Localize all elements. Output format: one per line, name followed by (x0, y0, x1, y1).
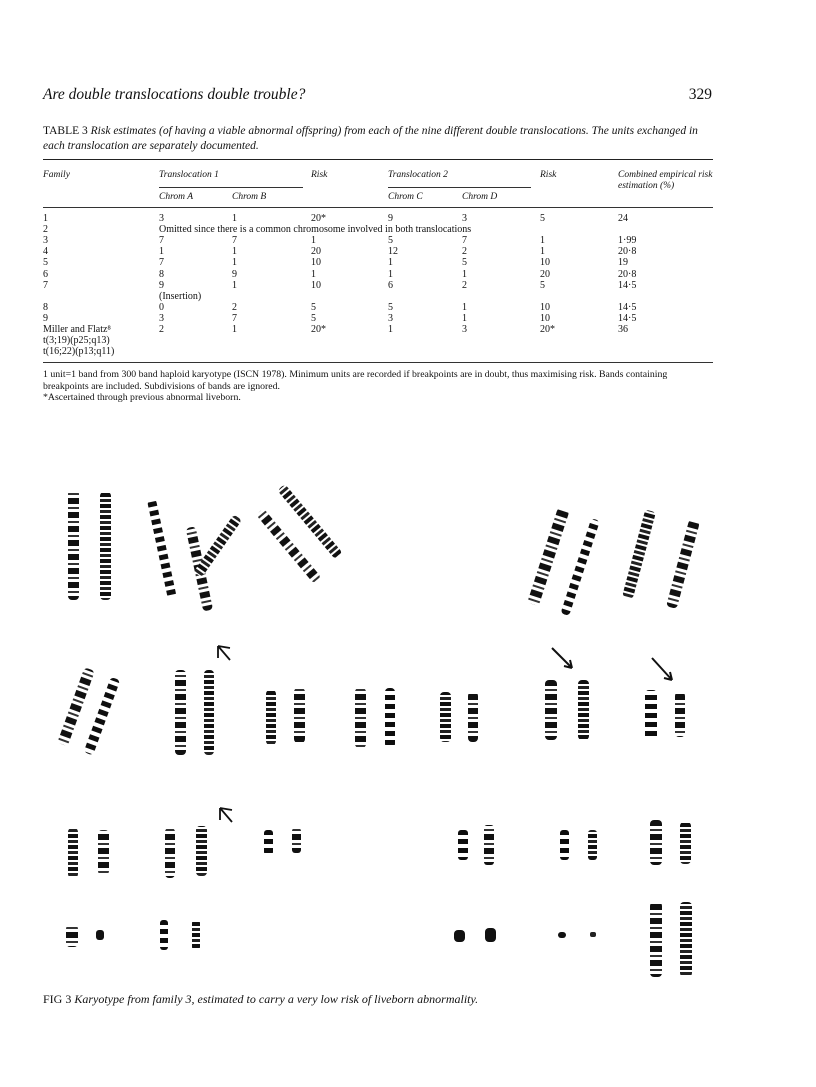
table-cell-a: 1 (159, 246, 164, 258)
table-row (43, 302, 713, 313)
table-cell-a: 9 (159, 279, 164, 291)
karyotype-image (40, 470, 720, 990)
table-cell-c: 3 (388, 312, 393, 324)
table-cell-r1: 20* (311, 213, 326, 224)
table-cell-comb: 14·5 (618, 312, 637, 324)
table-cell-r1: 10 (311, 257, 321, 269)
table-cell-c: 12 (388, 246, 398, 258)
table-row (43, 235, 713, 246)
chromosome-pair (440, 692, 478, 742)
table-cell-r2: 20* (540, 324, 555, 335)
chromosome-pair (160, 920, 200, 950)
table-cell-comb: 20·8 (618, 268, 637, 280)
table-cell-d: 3 (462, 324, 467, 335)
table-cell-b: 1 (232, 324, 237, 335)
table-cell-d: 2 (462, 279, 467, 291)
table-cell-r1: 20 (311, 246, 321, 258)
table-cell-family: 1 (43, 213, 48, 224)
table-cell-family: t(3;19)(p25;q13) (43, 335, 110, 347)
table-cell-comb: 14·5 (618, 279, 637, 291)
table-cell-b: 7 (232, 235, 237, 247)
header-chrom-b: Chrom B (232, 192, 267, 202)
open-arrow-icon (218, 646, 230, 660)
table-cell-r1: 10 (311, 279, 321, 291)
figure-caption-text: Karyotype from family 3, estimated to carry a very low risk of liveborn abnormality. (74, 992, 479, 1006)
table-label: TABLE 3 (43, 125, 88, 137)
table-cell-family: 8 (43, 301, 48, 313)
chromosome-pair (253, 484, 346, 584)
chromosome-pair (650, 902, 692, 977)
arrow-icon (552, 648, 572, 668)
table-cell-note: Omitted since there is a common chromosome involved in both translocations (159, 224, 472, 236)
table-cell-c: 9 (388, 213, 393, 224)
table-cell-family: 5 (43, 257, 48, 269)
table-cell-c: 1 (388, 324, 393, 335)
table-cell-a: 8 (159, 268, 164, 280)
header-translocation2: Translocation 2 (388, 170, 448, 180)
header-risk1: Risk (311, 170, 328, 180)
table-cell-r2: 1 (540, 235, 545, 247)
table-row (43, 257, 713, 268)
karyotype-figure (40, 470, 720, 990)
table-cell-d: 5 (462, 257, 467, 269)
table-cell-a: 0 (159, 301, 164, 313)
table-cell-family: 3 (43, 235, 48, 247)
chromosome-pair (560, 830, 597, 860)
chromosome-pair (57, 667, 120, 755)
arrow-icon (652, 658, 672, 680)
table-cell-b: 1 (232, 246, 237, 258)
table-cell-family: 9 (43, 312, 48, 324)
chromosome-pair (527, 507, 600, 616)
chromosome-pair (545, 680, 589, 740)
table-row (43, 269, 713, 280)
footnote: *Ascertained through previous abnormal liveborn. (43, 392, 241, 403)
header-chrom-a: Chrom A (159, 192, 194, 202)
table-cell-r2: 1 (540, 246, 545, 258)
table-top-rule (43, 159, 713, 160)
header-chrom-c: Chrom C (388, 192, 423, 202)
chromosome-pair (622, 507, 700, 610)
translocation1-rule (159, 187, 303, 188)
table-cell-r1: 1 (311, 268, 316, 280)
figure-caption (43, 992, 478, 1007)
header-family: Family (43, 170, 70, 180)
table-cell-d: 3 (462, 213, 467, 224)
table-cell-r1: 5 (311, 301, 316, 313)
table-row (43, 224, 713, 235)
table-cell-r2: 10 (540, 257, 550, 269)
table-cell-b: 7 (232, 312, 237, 324)
table-cell-d: 1 (462, 301, 467, 313)
table-cell-d: 1 (462, 268, 467, 280)
table-cell-b: 9 (232, 268, 237, 280)
table-cell-comb: 24 (618, 213, 628, 224)
chromosome-pair (194, 514, 242, 577)
chromosome-pair (66, 925, 104, 947)
table-cell-c: 5 (388, 301, 393, 313)
header-translocation1: Translocation 1 (159, 170, 219, 180)
table-row (43, 324, 713, 335)
table-cell-r2: 5 (540, 213, 545, 224)
table-bottom-rule (43, 362, 713, 363)
chromosome-pair (645, 690, 685, 740)
table-cell-c: 5 (388, 235, 393, 247)
table-cell-c: 6 (388, 279, 393, 291)
open-arrow-icon (220, 808, 232, 822)
translocation2-rule (388, 187, 531, 188)
table-row (43, 280, 713, 291)
table-cell-comb: 14·5 (618, 301, 637, 313)
table-cell-r2: 10 (540, 301, 550, 313)
table-cell-b: 2 (232, 301, 237, 313)
table-cell-b: 1 (232, 257, 237, 269)
chromosome-pair (264, 828, 301, 855)
table-cell-c: 1 (388, 268, 393, 280)
table-cell-b: 1 (232, 279, 237, 291)
table-cell-b: 1 (232, 213, 237, 224)
figure-label: FIG 3 (43, 992, 72, 1006)
table-cell-family: 7 (43, 279, 48, 291)
table-header-rule (43, 207, 713, 208)
table-cell-a: 2 (159, 324, 164, 335)
table-cell-a: 7 (159, 257, 164, 269)
table-row (43, 313, 713, 324)
table-cell-r2: 5 (540, 279, 545, 291)
table-cell-comb: 1·99 (618, 235, 637, 247)
table-row (43, 246, 713, 257)
table-cell-c: 1 (388, 257, 393, 269)
table-cell-a: 3 (159, 312, 164, 324)
table-cell-comb: 20·8 (618, 246, 637, 258)
table-cell-a: 3 (159, 213, 164, 224)
table-cell-r2: 10 (540, 312, 550, 324)
chromosome-pair (558, 932, 596, 938)
table-cell-r1: 20* (311, 324, 326, 335)
chromosome-pair (165, 826, 207, 878)
chromosome-pair (175, 670, 214, 755)
table-row (43, 335, 713, 346)
table-cell-r1: 1 (311, 235, 316, 247)
chromosome-pair (355, 688, 395, 748)
table-caption (43, 124, 713, 154)
table-caption-text: Risk estimates (of having a viable abnormal offspring) from each of the nine different double translocations. The units exchanged in each translocation are separately documented. (43, 125, 698, 152)
table-cell-d: 2 (462, 246, 467, 258)
table-footnotes (43, 369, 713, 404)
chromosome-pair (458, 825, 494, 865)
table-cell-a: (Insertion) (159, 290, 202, 302)
table-cell-r2: 20 (540, 268, 550, 280)
running-title: Are double translocations double trouble? (43, 86, 306, 103)
header-risk2: Risk (540, 170, 557, 180)
header-combined: Combined empirical risk estimation (%) (618, 170, 713, 191)
table-cell-family: t(16;22)(p13;q11) (43, 346, 115, 358)
table-cell-a: 7 (159, 235, 164, 247)
chromosome-pair (68, 828, 109, 878)
chromosome-pair (650, 820, 691, 865)
table-cell-family: 2 (43, 224, 48, 236)
table-cell-r1: 5 (311, 312, 316, 324)
table-cell-family: 4 (43, 246, 48, 258)
table-row (43, 213, 713, 224)
table-cell-d: 1 (462, 312, 467, 324)
page-number: 329 (688, 86, 712, 103)
table-row (43, 346, 713, 357)
table-cell-family: Miller and Flatz⁸ (43, 324, 111, 335)
header-chrom-d: Chrom D (462, 192, 498, 202)
footnote: breakpoints are included. Subdivisions of bands are ignored. (43, 380, 280, 392)
table-cell-family: 6 (43, 268, 48, 280)
chromosome-pair (266, 688, 305, 745)
chromosome-pair (68, 490, 111, 600)
footnote: 1 unit=1 band from 300 band haploid karyotype (ISCN 1978). Minimum units are recorded if breakpoints are in doubt, thus maximising risk. Bands containing (43, 369, 668, 380)
table-cell-comb: 36 (618, 324, 628, 335)
chromosome-pair (147, 492, 213, 618)
table-cell-comb: 19 (618, 257, 628, 269)
table-row (43, 291, 713, 302)
table-cell-d: 7 (462, 235, 467, 247)
chromosome-pair (454, 928, 496, 942)
